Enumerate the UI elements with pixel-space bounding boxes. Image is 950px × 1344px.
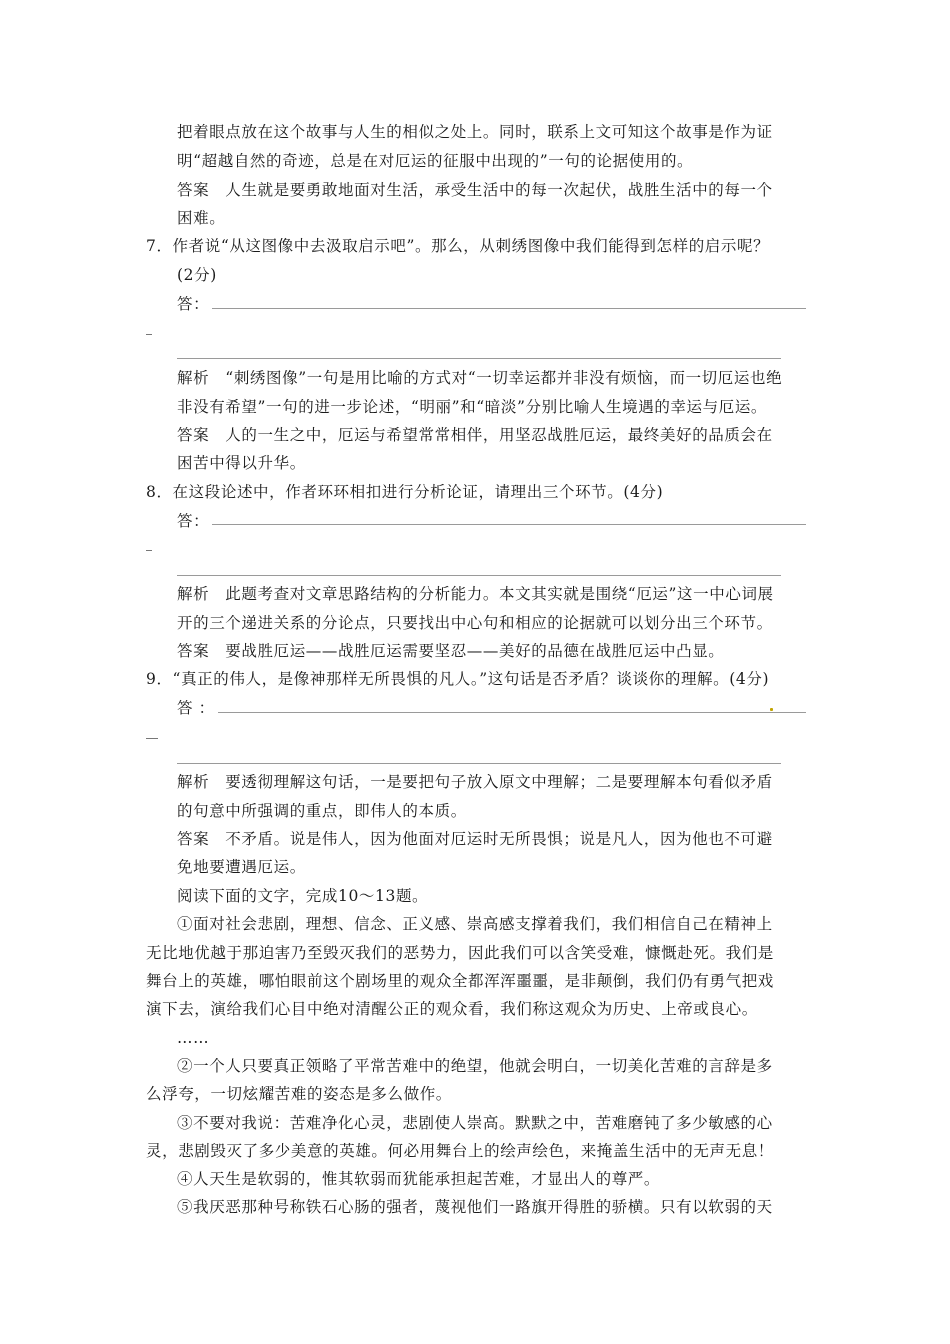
mark-dot [770, 708, 773, 711]
line-stub [146, 738, 158, 739]
paragraph-line: ①面对社会悲剧，理想、信念、正义感、崇高感支撑着我们，我们相信自己在精神上 [177, 915, 773, 933]
answer-line: 答案 人生就是要勇敢地面对生活，承受生活中的每一次起伏，战胜生活中的每一个 [177, 181, 773, 199]
answer-line: 困难。 [177, 209, 226, 227]
analysis-line: 解析 此题考查对文章思路结构的分析能力。本文其实就是围绕“厄运”这一中心词展 [177, 585, 774, 603]
paragraph-line: 无比地优越于那迫害乃至毁灭我们的恶势力，因此我们可以含笑受难，慷慨赴死。我们是 [146, 944, 774, 962]
reading-instruction: 阅读下面的文字，完成10～13题。 [177, 887, 429, 905]
paragraph-line: 演下去，演给我们心目中绝对清醒公正的观众看，我们称这观众为历史、上帝或良心。 [146, 1000, 758, 1018]
answer-label: 答 ： [177, 699, 215, 717]
analysis-line: 开的三个递进关系的分论点，只要找出中心句和相应的论据就可以划分出三个环节。 [177, 614, 773, 632]
answer-blank-line[interactable] [177, 763, 781, 764]
paragraph-line: 舞台上的英雄，哪怕眼前这个剧场里的观众全都浑浑噩噩，是非颠倒，我们仍有勇气把戏 [146, 972, 774, 990]
answer-line: 答案 不矛盾。说是伟人，因为他面对厄运时无所畏惧；说是凡人，因为他也不可避 [177, 830, 773, 848]
answer-line: 答案 要战胜厄运——战胜厄运需要坚忍——美好的品德在战胜厄运中凸显。 [177, 642, 725, 660]
paragraph-line: ②一个人只要真正领略了平常苦难中的绝望，他就会明白，一切美化苦难的言辞是多 [177, 1057, 773, 1075]
text-line: 把着眼点放在这个故事与人生的相似之处上。同时，联系上文可知这个故事是作为证 [177, 123, 773, 141]
line-stub [146, 550, 152, 551]
analysis-line: 解析 要透彻理解这句话，一是要把句子放入原文中理解；二是要理解本句看似矛盾 [177, 773, 773, 791]
answer-blank-line[interactable] [177, 575, 781, 576]
question-8: 8．在这段论述中，作者环环相扣进行分析论证，请理出三个环节。(4分) [146, 483, 664, 501]
answer-line: 答案 人的一生之中，厄运与希望常常相伴，用坚忍战胜厄运，最终美好的品质会在 [177, 426, 773, 444]
analysis-line: 解析 “刺绣图像”一句是用比喻的方式对“一切幸运都并非没有烦恼，而一切厄运也绝 [177, 369, 783, 387]
question-9: 9．“真正的伟人，是像神那样无所畏惧的凡人。”这句话是否矛盾？谈谈你的理解。(4分) [146, 670, 770, 688]
answer-blank-line[interactable] [212, 308, 806, 309]
answer-blank-line[interactable] [177, 358, 781, 359]
answer-line: 困苦中得以升华。 [177, 454, 306, 472]
answer-line: 免地要遭遇厄运。 [177, 858, 306, 876]
paragraph-line: 么浮夸，一切炫耀苦难的姿态是多么做作。 [146, 1085, 452, 1103]
paragraph-line: ⑤我厌恶那种号称铁石心肠的强者，蔑视他们一路旗开得胜的骄横。只有以软弱的天 [177, 1198, 773, 1216]
answer-blank-line[interactable] [212, 524, 806, 525]
paragraph-line: ④人天生是软弱的，惟其软弱而犹能承担起苦难，才显出人的尊严。 [177, 1170, 661, 1188]
text-line: 明“超越自然的奇迹，总是在对厄运的征服中出现的”一句的论据使用的。 [177, 152, 694, 170]
paragraph-line: ③不要对我说：苦难净化心灵，悲剧使人崇高。默默之中，苦难磨钝了多少敏感的心 [177, 1114, 773, 1132]
answer-blank-line[interactable] [218, 712, 806, 713]
answer-label: 答： [177, 295, 210, 313]
question-7: 7．作者说“从这图像中去汲取启示吧”。那么，从刺绣图像中我们能得到怎样的启示呢？ [146, 237, 770, 255]
analysis-line: 的句意中所强调的重点，即伟人的本质。 [177, 802, 467, 820]
analysis-line: 非没有希望”一句的进一步论述，“明丽”和“暗淡”分别比喻人生境遇的幸运与厄运。 [177, 398, 768, 416]
ellipsis: …… [177, 1029, 210, 1047]
question-7-points: (2分) [177, 266, 217, 284]
line-stub [146, 334, 152, 335]
paragraph-line: 灵，悲剧毁灭了多少美意的英雄。何必用舞台上的绘声绘色，来掩盖生活中的无声无息！ [146, 1142, 774, 1160]
answer-label: 答： [177, 512, 210, 530]
